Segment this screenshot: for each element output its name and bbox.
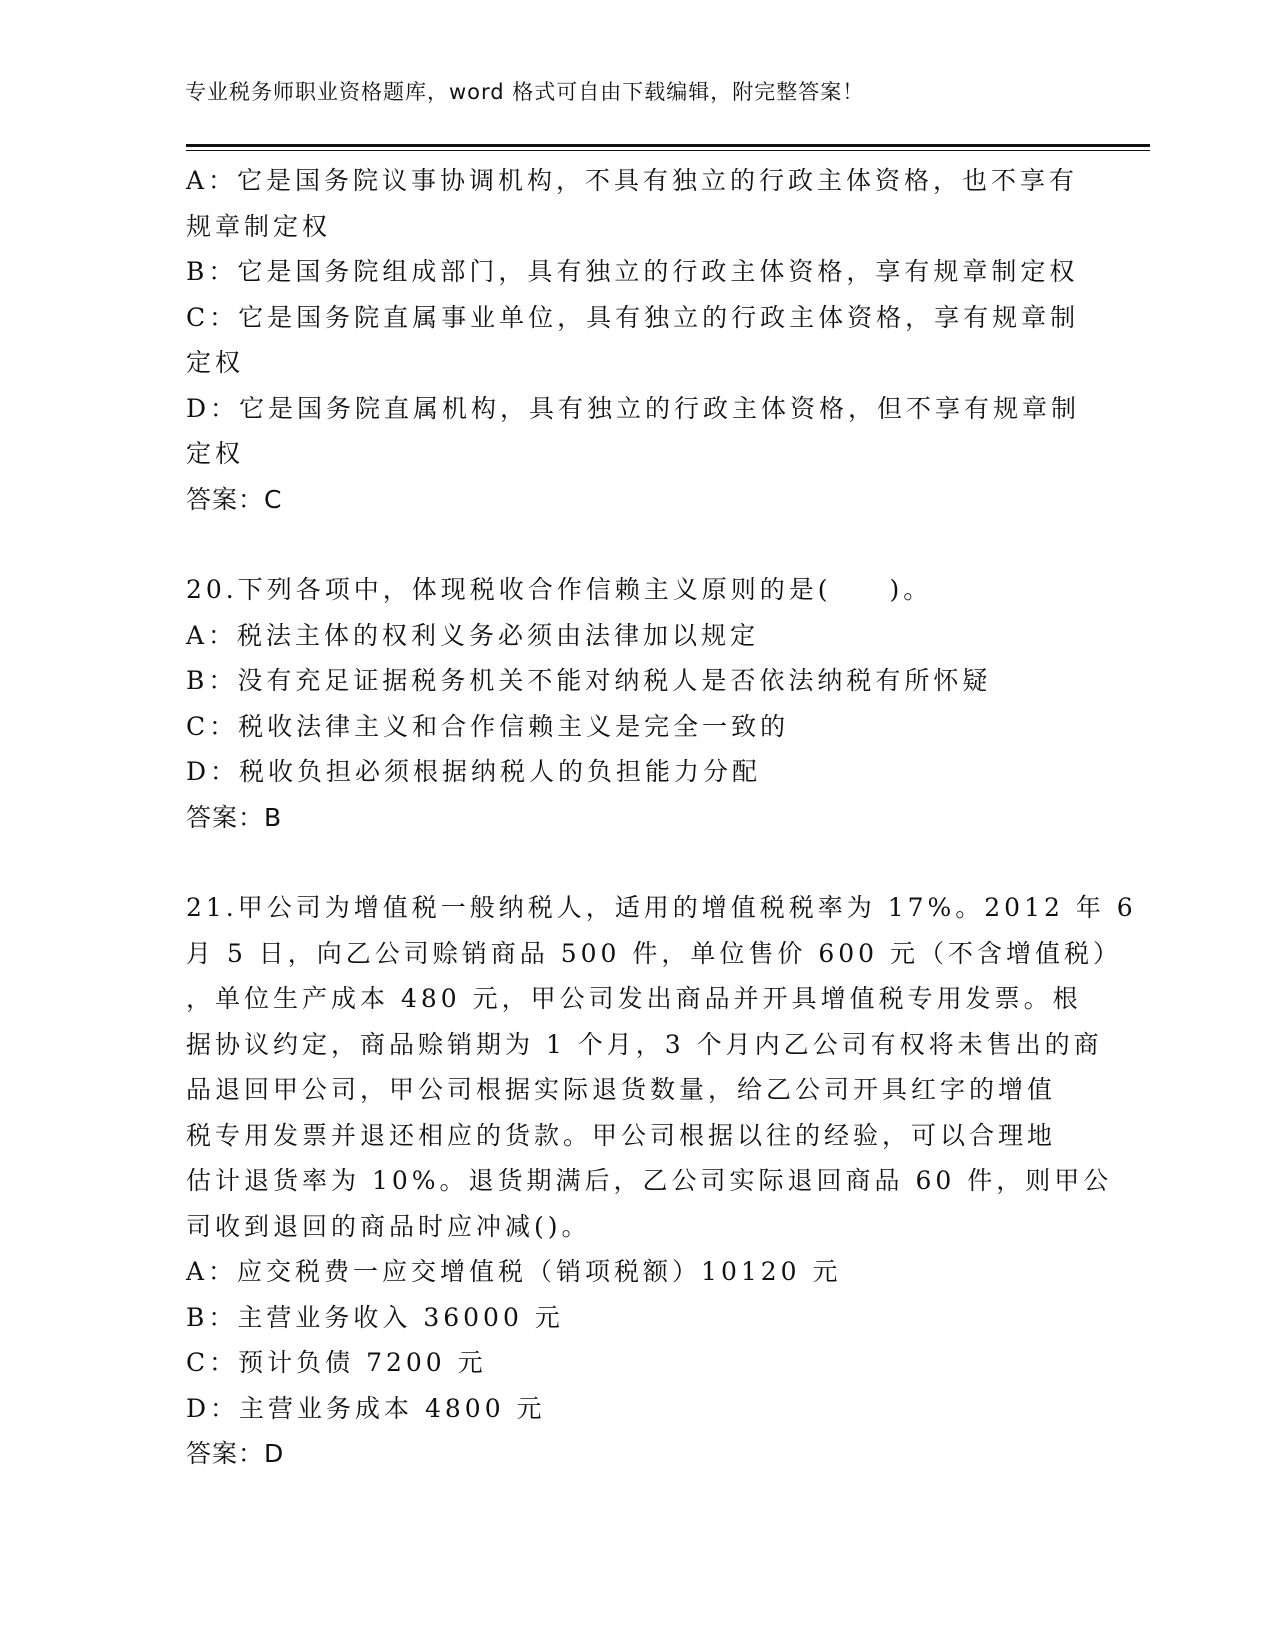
- option-d-line-1: D：它是国务院直属机构，具有独立的行政主体资格，但不享有规章制: [186, 393, 1081, 423]
- question-21-stem-line-8: 司收到退回的商品时应冲减()。: [186, 1211, 591, 1241]
- option-b: B：主营业务收入 36000 元: [186, 1302, 564, 1332]
- spacer: [186, 522, 1086, 567]
- header-rule-thick: [186, 144, 1150, 147]
- question-21-stem-line-6: 税专用发票并退还相应的货款。甲公司根据以往的经验，可以合理地: [186, 1120, 1057, 1150]
- option-d: D：税收负担必须根据纳税人的负担能力分配: [186, 757, 762, 786]
- question-21-stem-line-1: 21.甲公司为增值税一般纳税人，适用的增值税税率为 17%。2012 年 6: [186, 893, 1137, 922]
- question-20-stem: 20.下列各项中，体现税收合作信赖主义原则的是( )。: [186, 575, 933, 604]
- option-a-line-1: A：它是国务院议事协调机构，不具有独立的行政主体资格，也不享有: [186, 166, 1079, 195]
- header-rule-thin: [186, 150, 1150, 151]
- question-19-options: [186, 158, 1086, 522]
- option-c-line-2: 定权: [186, 348, 245, 377]
- question-20: [186, 567, 1086, 840]
- page-header: 专业税务师职业资格题库，word 格式可自由下载编辑，附完整答案！: [185, 80, 865, 104]
- question-21-stem-line-3: ，单位生产成本 480 元，甲公司发出商品并开具增值税专用发票。根: [186, 984, 1082, 1013]
- option-a-line-2: 规章制定权: [186, 211, 332, 241]
- option-a: A：应交税费一应交增值税（销项税额）10120 元: [186, 1257, 842, 1286]
- option-d-line-2: 定权: [186, 439, 245, 468]
- document-body: [186, 158, 1137, 1477]
- question-21-stem-line-7: 估计退货率为 10%。退货期满后，乙公司实际退回商品 60 件，则甲公: [186, 1166, 1113, 1195]
- spacer: [186, 840, 1086, 885]
- option-b: B：没有充足证据税务机关不能对纳税人是否依法纳税有所怀疑: [186, 666, 992, 695]
- question-21-stem-line-4: 据协议约定，商品赊销期为 1 个月，3 个月内乙公司有权将未售出的商: [186, 1029, 1103, 1059]
- option-a: A：税法主体的权利义务必须由法律加以规定: [186, 620, 760, 650]
- answer-20: 答案：B: [186, 802, 283, 832]
- question-21-stem-line-2: 月 5 日，向乙公司赊销商品 500 件，单位售价 600 元（不含增值税）: [186, 938, 1123, 968]
- answer-21: 答案：D: [186, 1439, 285, 1468]
- question-21-stem-line-5: 品退回甲公司，甲公司根据实际退货数量，给乙公司开具红字的增值: [186, 1075, 1057, 1104]
- option-c-line-1: C：它是国务院直属事业单位，具有独立的行政主体资格，享有规章制: [186, 302, 1080, 332]
- option-c: C：预计负债 7200 元: [186, 1348, 487, 1377]
- option-b: B：它是国务院组成部门，具有独立的行政主体资格，享有规章制定权: [186, 257, 1079, 286]
- answer-19: 答案：C: [186, 484, 283, 514]
- option-d: D：主营业务成本 4800 元: [186, 1393, 546, 1423]
- question-21: [186, 885, 1137, 1477]
- option-c: C：税收法律主义和合作信赖主义是完全一致的: [186, 711, 790, 741]
